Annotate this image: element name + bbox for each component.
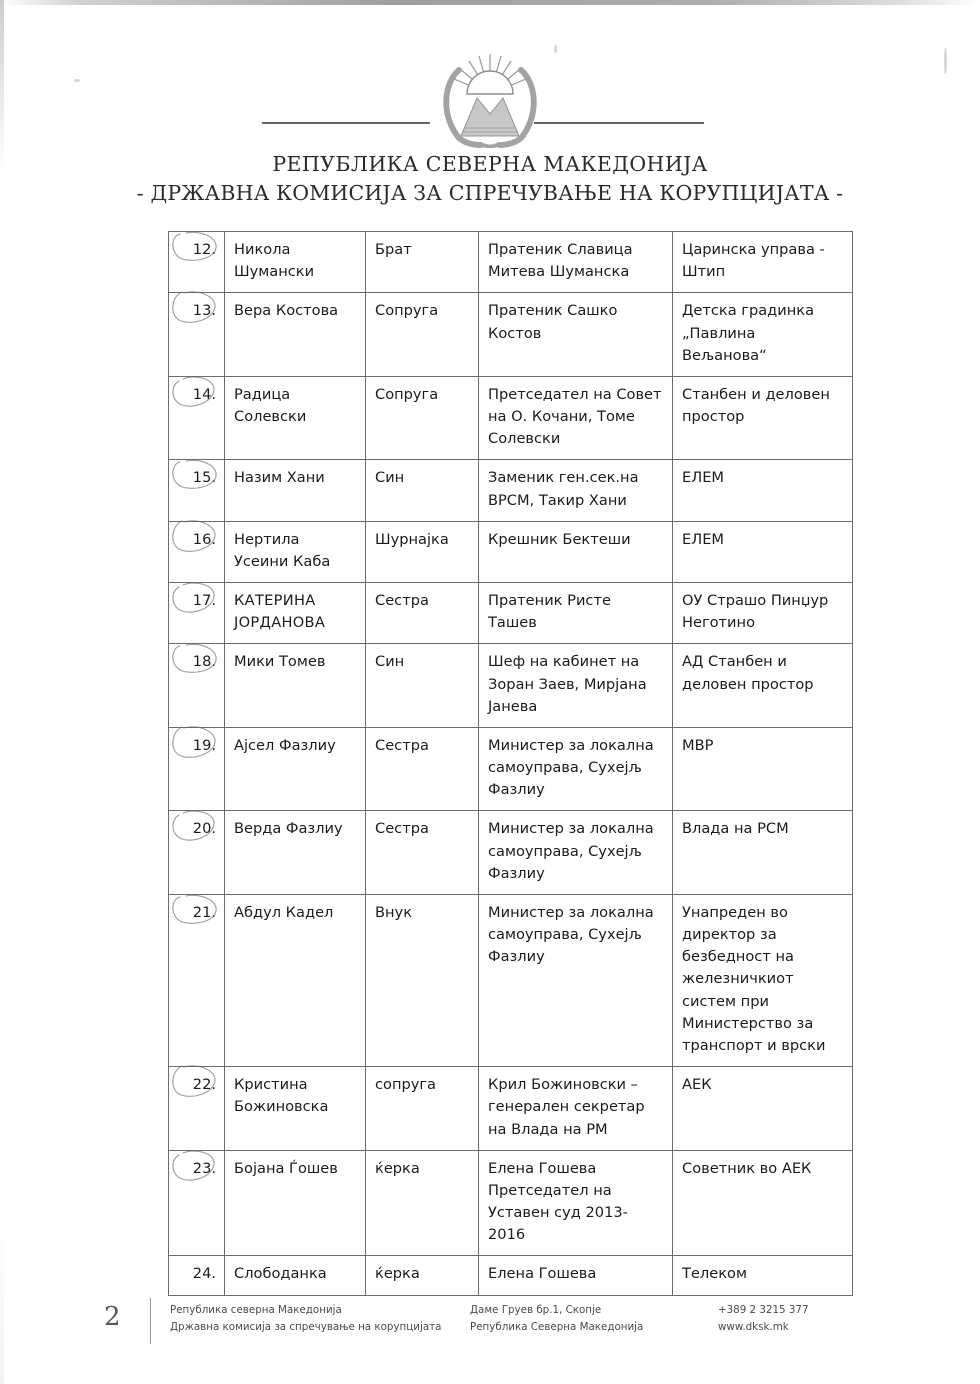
employer: АЕК: [682, 1076, 712, 1094]
row-number: 23.: [192, 1159, 216, 1177]
relative-name: Мики Томев: [234, 653, 326, 671]
function-cell: [479, 727, 673, 811]
employer-cell: [673, 644, 853, 728]
employer: Станбен и деловен простор: [682, 385, 830, 426]
relation-cell: [366, 460, 479, 521]
relative-name-cell: [225, 293, 366, 377]
header-rule-left: [262, 122, 430, 124]
employer: Царинска управа - Штип: [682, 241, 825, 281]
relation: Сестра: [375, 820, 429, 838]
relation: Сопруга: [375, 385, 439, 403]
official-function: Крешник Бектеши: [488, 530, 631, 548]
row-number: 20.: [192, 820, 216, 838]
relation-cell: [366, 644, 479, 728]
function-cell: [479, 644, 673, 728]
footer-divider: [150, 1298, 151, 1344]
footer-organization-block: [170, 1302, 441, 1335]
function-cell: [479, 460, 673, 521]
employer: Советник во АЕК: [682, 1159, 812, 1177]
relation-cell: [366, 1067, 479, 1151]
row-number-cell: [169, 1256, 225, 1295]
official-function: Пратеник Ристе Ташев: [488, 592, 611, 632]
relatives-table-body: [169, 232, 853, 1296]
official-function: Министер за локална самоуправа, Сухејљ Фазлиу: [488, 820, 654, 882]
row-number-cell: [169, 460, 225, 521]
employer-cell: [673, 727, 853, 811]
employer: Унапреден во директор за безбедност на железничкиот систем при Министерство за транспорт и врски: [682, 903, 826, 1054]
employer-cell: [673, 894, 853, 1066]
row-number: 16.: [192, 530, 216, 548]
employer-cell: [673, 583, 853, 644]
relative-name: Назим Хани: [234, 469, 325, 487]
relative-name-cell: [225, 1067, 366, 1151]
scan-left-edge-artifact: [0, 0, 4, 1384]
relation: Син: [375, 469, 405, 487]
row-number: 22.: [192, 1076, 216, 1094]
employer: ЕЛЕМ: [682, 469, 725, 487]
relative-name: Нертила Усеини Каба: [234, 530, 331, 570]
relation-cell: [366, 727, 479, 811]
official-function: Елена Гошева Претседател на Уставен суд 2013-2016: [488, 1159, 628, 1244]
row-number-cell: [169, 293, 225, 377]
header-rule-right: [534, 122, 704, 124]
relatives-table: [168, 231, 853, 1296]
relation-cell: [366, 583, 479, 644]
relation: Брат: [375, 241, 412, 258]
table-row: [169, 1067, 853, 1151]
footer-contact-block: [718, 1302, 809, 1335]
footer-address-line1: Даме Груев бр.1, Скопје: [470, 1304, 602, 1316]
relative-name: Слободанка: [234, 1265, 327, 1283]
row-number: 21.: [192, 903, 216, 921]
footer-website: www.dksk.mk: [718, 1320, 789, 1333]
organization-title-line2: - ДРЖАВНА КОМИСИЈА ЗА СПРЕЧУВАЊЕ НА КОРУПЦИЈАТА -: [136, 181, 844, 205]
relation: Син: [375, 653, 405, 671]
table-row: [169, 376, 853, 460]
table-row: [169, 644, 853, 728]
official-function: Крил Божиновски – генерален секретар на Влада на РМ: [488, 1076, 645, 1138]
official-function: Министер за локална самоуправа, Сухејљ Фазлиу: [488, 736, 654, 799]
employer: Детска градинка „Павлина Вељанова“: [682, 302, 815, 364]
header-rules: [0, 122, 980, 130]
relative-name: Бојана Ѓошев: [234, 1159, 338, 1177]
employer-cell: [673, 293, 853, 377]
relative-name: Ајсел Фазлиу: [234, 736, 336, 754]
relative-name-cell: [225, 460, 366, 521]
row-number: 24.: [192, 1265, 216, 1283]
relative-name-cell: [225, 583, 366, 644]
relative-name: КАТЕРИНА ЈОРДАНОВА: [234, 592, 326, 632]
relative-name-cell: [225, 894, 366, 1066]
function-cell: [479, 293, 673, 377]
relative-name: Никола Шумански: [234, 241, 315, 281]
relative-name-cell: [225, 1150, 366, 1256]
table-row: [169, 811, 853, 895]
relation: сопруга: [375, 1076, 437, 1094]
relation-cell: [366, 376, 479, 460]
document-footer: [0, 1296, 980, 1356]
footer-address-line2: Република Северна Македонија: [470, 1320, 644, 1333]
employer: МВР: [682, 736, 714, 754]
function-cell: [479, 232, 673, 293]
official-function: Шеф на кабинет на Зоран Заев, Мирјана Јанева: [488, 653, 647, 715]
function-cell: [479, 1256, 673, 1295]
official-function: Пратеник Славица Митева Шуманска: [488, 241, 633, 281]
table-row: [169, 460, 853, 521]
table-row: [169, 293, 853, 377]
page-number: 2: [104, 1302, 121, 1332]
employer-cell: [673, 811, 853, 895]
footer-phone: +389 2 3215 377: [718, 1304, 809, 1316]
employer-cell: [673, 1150, 853, 1256]
relation: Шурнајка: [375, 530, 449, 548]
relative-name-cell: [225, 644, 366, 728]
row-number-cell: [169, 894, 225, 1066]
table-row: [169, 1256, 853, 1295]
function-cell: [479, 811, 673, 895]
function-cell: [479, 521, 673, 582]
official-function: Елена Гошева: [488, 1265, 597, 1283]
row-number: 14.: [192, 385, 216, 403]
row-number-cell: [169, 727, 225, 811]
table-row: [169, 727, 853, 811]
row-number: 12.: [192, 241, 216, 258]
official-function: Претседател на Совет на О. Кочани, Томе Солевски: [488, 385, 662, 448]
relative-name-cell: [225, 232, 366, 293]
official-function: Заменик ген.сек.на ВРСМ, Такир Хани: [488, 469, 639, 509]
row-number-cell: [169, 521, 225, 582]
function-cell: [479, 894, 673, 1066]
relative-name: Вера Костова: [234, 302, 339, 320]
table-row: [169, 894, 853, 1066]
relation-cell: [366, 293, 479, 377]
relative-name-cell: [225, 521, 366, 582]
row-number: 15.: [192, 469, 216, 487]
footer-org-line1: Република северна Македонија: [170, 1304, 342, 1316]
relative-name: Абдул Кадел: [234, 903, 334, 921]
employer-cell: [673, 232, 853, 293]
table-row: [169, 1150, 853, 1256]
relative-name: Кристина Божиновска: [234, 1076, 329, 1116]
relation: ќерка: [375, 1159, 420, 1177]
macedonia-coat-of-arms-icon: [429, 40, 551, 148]
relation: ќерка: [375, 1265, 420, 1283]
table-row: [169, 583, 853, 644]
employer: Телеком: [682, 1265, 747, 1283]
employer-cell: [673, 460, 853, 521]
relative-name-cell: [225, 376, 366, 460]
footer-org-line2: Државна комисија за спречување на корупцијата: [170, 1320, 442, 1333]
function-cell: [479, 583, 673, 644]
row-number-cell: [169, 232, 225, 293]
employer-cell: [673, 1067, 853, 1151]
employer: ОУ Страшо Пинџур Неготино: [682, 592, 829, 632]
row-number-cell: [169, 811, 225, 895]
document-header: [0, 0, 980, 205]
relative-name: Верда Фазлиу: [234, 820, 343, 838]
relation-cell: [366, 1150, 479, 1256]
relative-name-cell: [225, 1256, 366, 1295]
official-function: Пратеник Сашко Костов: [488, 302, 618, 342]
relation: Сестра: [375, 736, 429, 754]
row-number-cell: [169, 644, 225, 728]
employer: АД Станбен и деловен простор: [682, 653, 814, 693]
row-number: 13.: [192, 302, 216, 320]
relation-cell: [366, 521, 479, 582]
row-number: 18.: [192, 653, 216, 671]
footer-address-block: [470, 1302, 643, 1335]
employer-cell: [673, 1256, 853, 1295]
employer: Влада на РСМ: [682, 820, 789, 838]
relation-cell: [366, 811, 479, 895]
relatives-table-container: [168, 231, 852, 1296]
table-row: [169, 521, 853, 582]
relative-name-cell: [225, 811, 366, 895]
row-number: 17.: [192, 592, 216, 610]
row-number-cell: [169, 1067, 225, 1151]
relation-cell: [366, 894, 479, 1066]
function-cell: [479, 1150, 673, 1256]
relation: Сопруга: [375, 302, 439, 320]
relation: Внук: [375, 903, 413, 921]
row-number-cell: [169, 1150, 225, 1256]
function-cell: [479, 1067, 673, 1151]
organization-title-line1: РЕПУБЛИКА СЕВЕРНА МАКЕДОНИЈА: [272, 152, 708, 176]
row-number-cell: [169, 583, 225, 644]
employer-cell: [673, 521, 853, 582]
relation-cell: [366, 1256, 479, 1295]
employer: ЕЛЕМ: [682, 530, 725, 548]
function-cell: [479, 376, 673, 460]
official-function: Министер за локална самоуправа, Сухејљ Фазлиу: [488, 903, 654, 966]
table-row: [169, 232, 853, 293]
employer-cell: [673, 376, 853, 460]
relation: Сестра: [375, 592, 429, 610]
relative-name: Радица Солевски: [234, 385, 307, 426]
row-number-cell: [169, 376, 225, 460]
relative-name-cell: [225, 727, 366, 811]
relation-cell: [366, 232, 479, 293]
row-number: 19.: [192, 736, 216, 754]
